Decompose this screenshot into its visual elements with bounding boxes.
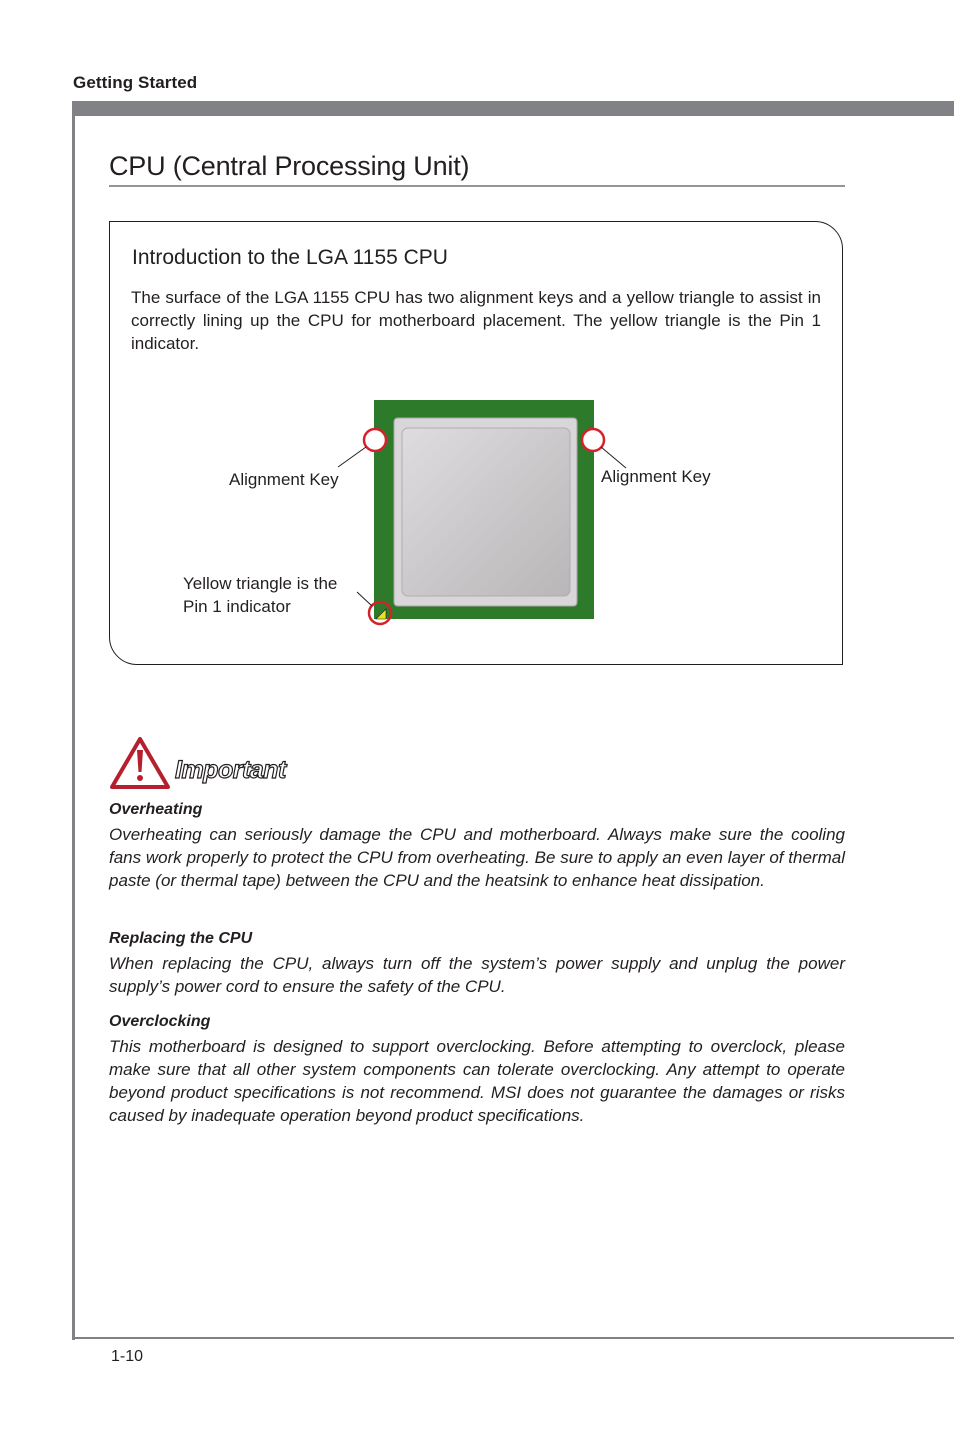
cpu-heat-spreader	[402, 428, 570, 596]
note-title: Overclocking	[109, 1013, 211, 1030]
intro-heading: Introduction to the LGA 1155 CPU	[132, 246, 448, 269]
warning-icon	[109, 736, 171, 790]
note-replacing-cpu	[109, 930, 845, 998]
footer-rule	[72, 1337, 954, 1339]
intro-text: The surface of the LGA 1155 CPU has two alignment keys and a yellow triangle to assist in correctly lining up the CPU for motherboard placement. The yellow triangle is the Pin 1 indicator.	[131, 288, 821, 353]
important-title: Important	[175, 756, 286, 784]
note-title: Overheating	[109, 801, 203, 818]
left-alignment-key-marker	[364, 429, 386, 451]
right-alignment-key-label: Alignment Key	[601, 467, 711, 486]
note-overclocking	[109, 1013, 845, 1127]
note-title: Replacing the CPU	[109, 930, 253, 947]
page-title: CPU (Central Processing Unit)	[109, 151, 470, 181]
pin1-label-line1: Yellow triangle is the	[183, 574, 338, 593]
note-text: When replacing the CPU, always turn off the system’s power supply and unplug the power supply’s power cord to ensure the safety of the CPU.	[109, 954, 845, 996]
note-text: This motherboard is designed to support overclocking. Before attempting to overclock, please make sure that all other system components can tolerate overclocking. Any attempt to operate beyond product specifications is not recommend. MSI does not guarantee the damages or risks caused by inadequate operation beyond product specifications.	[109, 1037, 845, 1125]
page-number: 1-10	[111, 1348, 144, 1365]
note-text: Overheating can seriously damage the CPU and motherboard. Always make sure the cooling fans work properly to protect the CPU from overheating. Be sure to apply an even layer of thermal paste (or thermal tape) between the CPU and the heatsink to enhance heat dissipation.	[109, 825, 845, 890]
right-alignment-key-marker	[582, 429, 604, 451]
left-alignment-key-leader	[338, 447, 366, 467]
left-alignment-key-label: Alignment Key	[229, 470, 339, 489]
pin1-leader	[357, 592, 372, 606]
left-margin-rule	[72, 101, 75, 1340]
note-overheating	[109, 801, 845, 892]
title-underline	[109, 185, 845, 187]
section-label: Getting Started	[73, 73, 198, 92]
pin1-label-line2: Pin 1 indicator	[183, 597, 291, 616]
right-alignment-key-leader	[601, 447, 626, 468]
cpu-diagram	[170, 390, 770, 640]
header-bar	[73, 101, 954, 116]
